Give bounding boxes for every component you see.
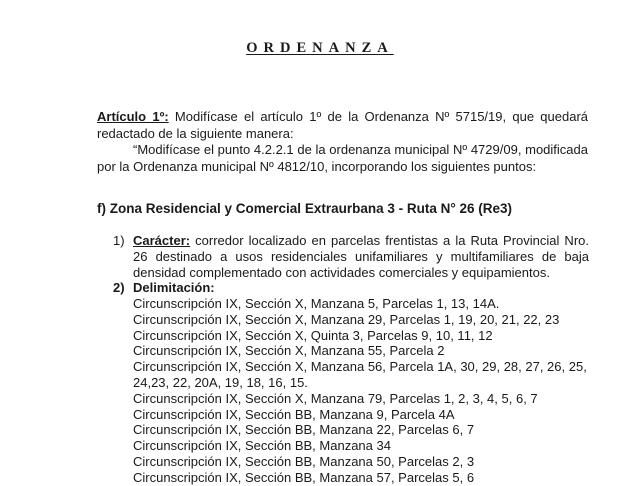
list-item: Circunscripción IX, Sección X, Manzana 29, Parcelas 1, 19, 20, 21, 22, 23 [133,311,560,327]
article-paragraph [97,109,588,142]
list-item-caracter [113,233,589,281]
list-item: Circunscripción IX, Sección X, Manzana 79, Parcelas 1, 2, 3, 4, 5, 6, 7 [133,390,538,406]
article-quote: “Modifícase el punto 4.2.2.1 de la ordenanza municipal Nº 4729/09, modificada por la Ordenanza municipal Nº 4812/10, incorporando los siguientes puntos: [97,142,588,174]
list-item: Circunscripción IX, Sección X, Manzana 56, Parcela 1A, 30, 29, 28, 27, 26, 25, 24,23, 22, 20A, 19, 18, 16, 15. [133,359,587,390]
item-label: Carácter: [133,233,191,248]
item-text: corredor localizado en parcelas frentistas a la Ruta Provincial Nro. 26 destinado a usos residenciales unifamiliares y multifamiliares de baja densidad complementado con actividades comerciales y equipamientos. [133,233,589,280]
item-body [133,233,589,281]
list-item: Circunscripción IX, Sección X, Manzana 5, Parcelas 1, 13, 14A. [133,296,500,311]
list-item-delimitacion [113,280,589,296]
list-item: Circunscripción IX, Sección BB, Manzana 57, Parcelas 5, 6 [133,469,475,485]
item-number: 1) [113,233,125,248]
parcel-list [133,296,593,486]
list-item: Circunscripción IX, Sección BB, Manzana 22, Parcelas 6, 7 [133,422,475,438]
list-item: Circunscripción IX, Sección BB, Manzana 9, Parcela 4A [133,406,455,422]
document-title: ORDENANZA [246,40,394,56]
list-item: Circunscripción IX, Sección X, Quinta 3, Parcelas 9, 10, 11, 12 [133,327,493,343]
list-item: Circunscripción IX, Sección BB, Manzana 50, Parcelas 2, 3 [133,453,475,469]
article-text: Modifícase el artículo 1º de la Ordenanza Nº 5715/19, que quedará redactado de la siguiente manera: [97,109,589,141]
item-body [133,280,589,296]
item-label: Delimitación: [133,280,215,295]
item-number: 2) [113,280,125,295]
list-item: Circunscripción IX, Sección X, Manzana 55, Parcela 2 [133,343,445,359]
section-title: f) Zona Residencial y Comercial Extraurbana 3 - Ruta N° 26 (Re3) [97,201,513,216]
list-item: Circunscripción IX, Sección BB, Manzana 34 [133,438,391,454]
article-label: Artículo 1º: [97,109,169,124]
